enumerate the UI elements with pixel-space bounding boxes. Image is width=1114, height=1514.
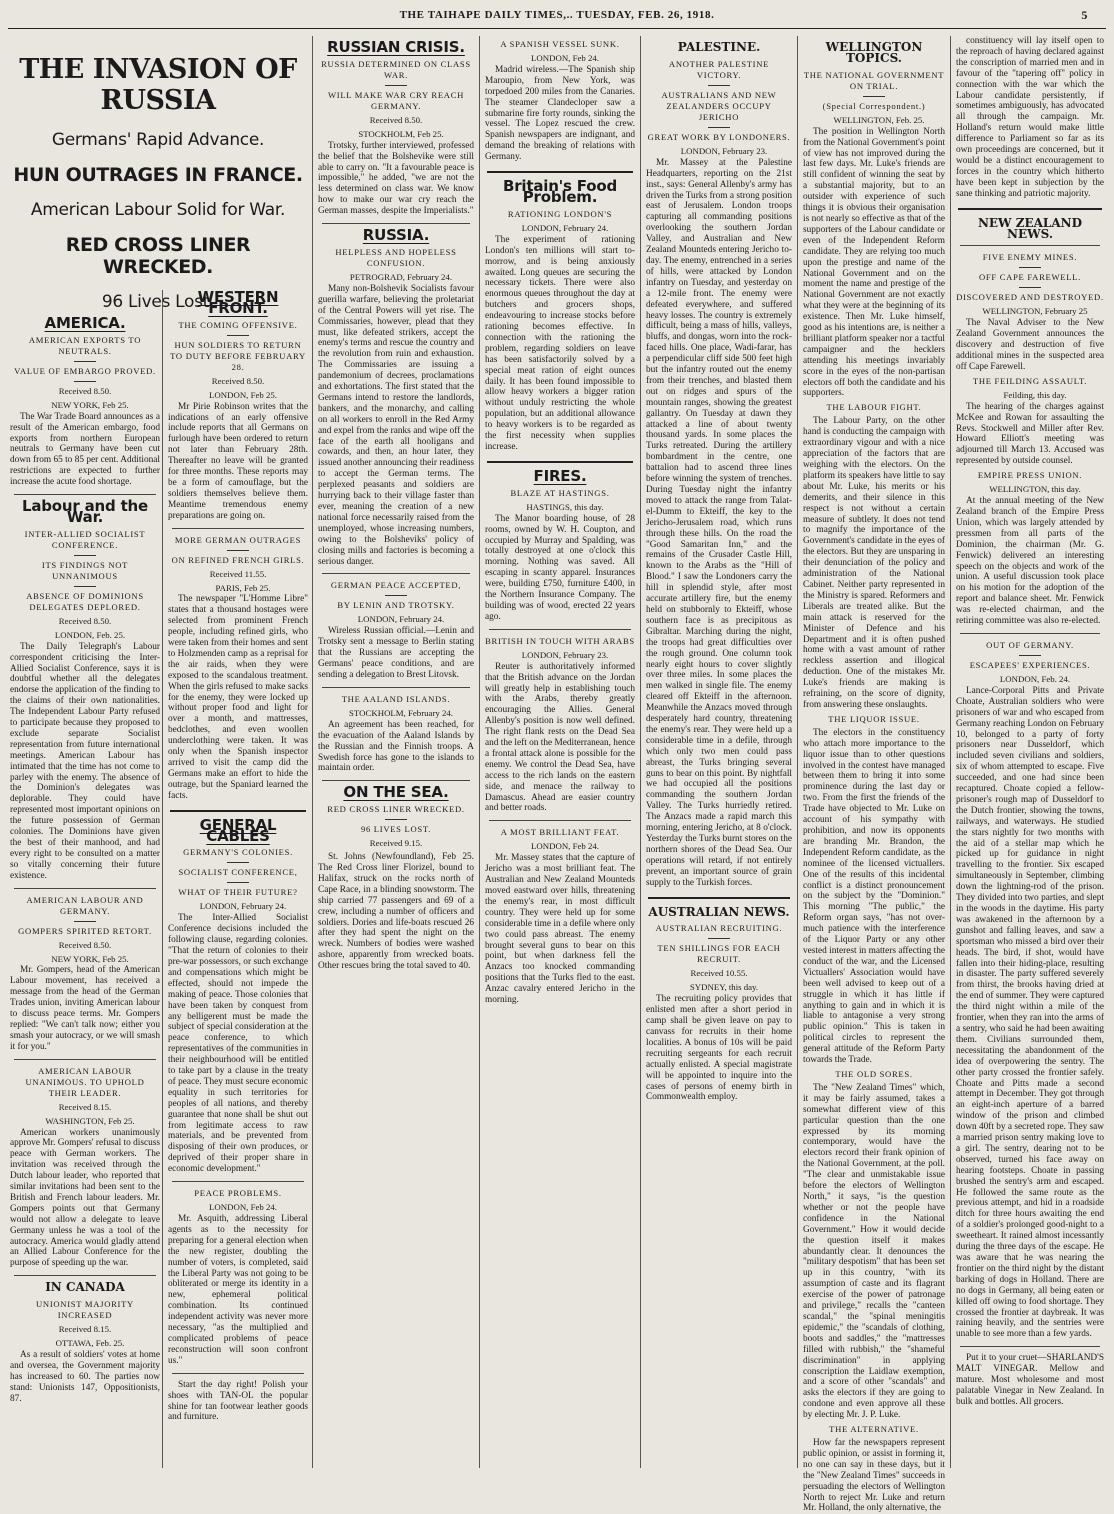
deck: ESCAPEES' EXPERIENCES. xyxy=(969,659,1091,670)
deck: GREAT WORK BY LONDONERS. xyxy=(647,131,791,142)
headline-on-the-sea: ON THE SEA. xyxy=(343,783,449,802)
column-rule xyxy=(479,36,480,1468)
dateline: LONDON, February 23. xyxy=(521,649,609,660)
article-body: The Inter-Allied Socialist Conference decisions included the following clause, regarding colonies. "That the return of colonies to their pre-war possessors, or such exchange and compensations which might be effected, should not impede the making of peace. Those colonies that have been taken by conquest from any belligerent must be made the subject of special consideration at the peace conference, to which representatives of the communities in their neighbourhood will be entitled to take part by a clause in the treaty of peace. They must secure economic equality in such territories for peoples of all nations, and thereby guarantee that none shall be shut out from legitimate access to raw materials, and be prevented from disposing of their own produces, or deprived of their proper share in economic development." xyxy=(168,913,308,1175)
deck: GERMANY'S COLONIES. xyxy=(183,847,293,858)
received-time: Received 8.50. xyxy=(58,615,112,626)
dateline: LONDON, February 24. xyxy=(199,901,287,912)
deck: PEACE PROBLEMS. xyxy=(194,1188,282,1199)
dateline: SYDNEY, this day. xyxy=(689,982,759,993)
headline-russia: RUSSIA. xyxy=(362,226,430,245)
deck: AUSTRALIANS AND NEW ZEALANDERS OCCUPY JERICHO xyxy=(661,89,777,122)
dateline: LONDON, February 24. xyxy=(521,222,609,233)
headline-fires: FIRES. xyxy=(533,466,587,485)
deck: HELPLESS AND HOPELESS CONFUSION. xyxy=(335,246,457,268)
column-3 xyxy=(318,36,474,1466)
deck: GERMAN PEACE ACCEPTED, xyxy=(330,580,462,591)
deck: ITS FINDINGS NOT UNNANIMOUS xyxy=(41,559,129,581)
dateline: LONDON, Feb. 25. xyxy=(54,629,126,640)
deck: OFF CAPE FAREWELL. xyxy=(979,272,1081,283)
article-body: Many non-Bolshevik Socialists favour guerilla warfare, believing the proletariat of the Central Powers will yet rise. The Commissaries, however, plead that they must, like defeated strikers, accept the enemy's terms and rescue the country and the revolution from ruin and exhaustion. The Commissaries are issuing a pandemonium of decrees, proclamations and exhortations. The first stated that the Germans intend to restore the landlords, bankers, and the monarchy, and calling on all workers to enroll in the Red Army and expel from the ranks and wipe off the face of the earth all hooligans and cowards, and then, an hour later, they issued another announcing their readiness to accept the German terms. The perplexed peasants and soldiers are hurrying back to their village faster than ever, meaning the creation of a new national force necessarily raised from the unemployed, whose increasing numbers, owing to the Bolsheviks' policy of closing mills and factories is becoming a serious danger. xyxy=(318,283,474,567)
deck: THE NATIONAL GOVERNMENT ON TRIAL. xyxy=(803,69,945,91)
deck: 96 LIVES LOST. xyxy=(360,824,432,835)
deck: BLAZE AT HASTINGS. xyxy=(510,487,610,498)
dateline: HASTINGS, this day. xyxy=(526,501,604,512)
received-time: Received 10.55. xyxy=(690,968,748,979)
subheadline: 96 Lives Lost. xyxy=(101,292,215,312)
column-2 xyxy=(168,286,308,1466)
deck: OUT OF GERMANY. xyxy=(986,639,1074,650)
article-body: The Labour Party, on the other hand is conducting the campaign with extraordinary vigour and with a nice appreciation of the factors that are weighing with the electors. On the platform its speakers have little to say about Mr. Luke, his merits or his demerits, and their silence in this respect is not without a certain measure of subtlety. It does not tend to magnify the importance of the Government's candidate in the eyes of the electors. But they are unsparing in their denunciation of the policy and administration of the National Cabinet. Neither party represented in the Ministry is spared. Reformers and Liberals are treated alike. But the main attack is reserved for the Minister of Defence and his Department and it is often pushed home with a vast amount of rather reckless assertion and illogical deduction. One of the mistakes Mr. Luke's friends are making is refraining, on the score of dignity, from answering these onslaughts. xyxy=(803,416,945,710)
article-body: The recruiting policy provides that enlisted men after a short period in camp shall be given leave on pay to canvass for recruits in their home localities. A bonus of 10s will be paid recruiting sergeants for each recruit actually enlisted. A special magistrate will be appointed to inquire into the cases of persons of enemy birth in Commonwealth employ. xyxy=(646,994,792,1103)
headline-western-front: WESTERN FRONT. xyxy=(197,288,279,317)
article-body: Mr. Massey states that the capture of Jericho was a most brilliant feat. The Australian and New Zealand Mounteds moved eastward over hills, threatening the enemy's rear, in most difficult country. They were held up for some considerable time in a defile where only two could pass abreast. The enemy brought several guns to bear on this point, but when darkness fell the Anzacs too knocked commanding positions that the Turks fled to the east. Anzac cavalry entered Jericho in the morning. xyxy=(485,853,635,1006)
deck: GOMPERS SPIRITED RETORT. xyxy=(18,925,152,936)
headline-australian-news: AUSTRALIAN NEWS. xyxy=(648,904,790,919)
deck: A SPANISH VESSEL SUNK. xyxy=(500,39,620,49)
deck: AMERICAN EXPORTS TO NEUTRALS. xyxy=(28,334,142,356)
headline-nz-news: NEW ZEALAND NEWS. xyxy=(977,215,1083,241)
column-4 xyxy=(485,36,635,1466)
subheadline: HUN OUTRAGES IN FRANCE. xyxy=(13,164,303,186)
deck: A MOST BRILLIANT FEAT. xyxy=(500,827,620,838)
dateline: Feilding, this day. xyxy=(1003,389,1067,400)
dateline: WASHINGTON, Feb 25. xyxy=(45,1115,135,1126)
dateline: LONDON, Feb 25. xyxy=(209,389,277,400)
article-body: The electors in the constituency who attach more importance to the liquor issue than to other questions involved in the contest have managed between them to bring it into some prominence during the last day or two. From the first the friends of the Trade have objected to Mr. Luke on account of his sympathy with prohibition, and now its opponents are branding Mr. Brandon, the Independent Reform candidate, as the nominee of the licensed victuallers. One of the results of this incidental conflict is a distinct pronouncement on the subject by the "Dominion." This morning "The public," the Reform organ says, "has not over-much patience with the interference of the Liquor Party or any other vested interest in matters affecting the conduct of the war, and the Licensed Victuallers' Association would have been well advised to keep out of a struggle in which it has little if anything to gain and in which it is liable to antagonise a very strong public opinion." This is taken in political circles to represent the general attitude of the Reform Party towards the Trade. xyxy=(803,727,945,1066)
deck: AUSTRALIAN RECRUITING. xyxy=(655,923,783,934)
deck: WHAT OF THEIR FUTURE? xyxy=(178,887,298,898)
subhead: THE LIQUOR ISSUE. xyxy=(828,713,920,724)
headline-canada: IN CANADA xyxy=(45,1280,125,1295)
article-body: How far the newspapers represent public opinion, or assist in forming it, no one can say in these days, but it the "New Zealand Times" succeeds in persuading the electors of Wellington North to reject Mr. Luke and return Mr. Holland, the only alternative, the xyxy=(803,1438,945,1514)
deck: DISCOVERED AND DESTROYED. xyxy=(956,292,1104,303)
deck: INTER-ALLIED SOCIALIST CONFERENCE. xyxy=(24,528,146,550)
received-time: Received 8.50. xyxy=(211,375,265,386)
deck: THE FEILDING ASSAULT. xyxy=(972,375,1088,386)
deck: ANOTHER PALESTINE VICTORY. xyxy=(668,58,770,80)
headline-russian-crisis: RUSSIAN CRISIS. xyxy=(327,38,465,56)
article-body: The hearing of the charges against McKee and Rowan for assaulting the Revs. Stockwell and Miller after Rev. Howard Elliott's meeting was adjourned till March 13. Accused was represented by outside counsel. xyxy=(956,401,1104,467)
deck: UNIONIST MAJORITY INCREASED xyxy=(36,1299,134,1321)
advertisement: Put it to your cruet—SHARLAND'S MALT VINEGAR. Mellow and mature. Most wholesome and most palatable Vinegar in New Zealand. In bulk and bottles. All grocers. xyxy=(956,1353,1104,1407)
dateline: LONDON, Feb 24. xyxy=(531,53,599,63)
dateline: LONDON, February 24. xyxy=(357,614,445,625)
deck: ON REFINED FRENCH GIRLS. xyxy=(171,554,305,565)
deck: ABSENCE OF DOMINIONS DELEGATES DEPLORED. xyxy=(26,590,144,612)
column-6 xyxy=(803,36,945,1514)
page-number: 5 xyxy=(1081,8,1088,22)
received-time: Received 8.15. xyxy=(58,1324,112,1335)
main-headline: THE INVASION OF RUSSIA xyxy=(19,54,297,116)
dateline: WELLINGTON, Feb. 25. xyxy=(833,114,925,125)
column-rule xyxy=(312,36,313,1468)
deck: RATIONING LONDON'S xyxy=(507,208,613,219)
article-body: Lance-Corporal Pitts and Private Choate, Australian soldiers who were prisoners of war and who escaped from Germany reaching London on February 10, belonged to a party of forty prisoners near Dusseldorf, which included seven civilians and soldiers, six of whom attempted to escape. Five succeeded, and one had since been recaptured. Choate copied a fellow-prisoner's rough map of Dusseldorf to the Dutch frontier, showing the towns, railways, and waterways. He studied the stars nightly for two months with the aid of a stellar map which he picked up for guidance in night travelling to the frontier. Six escaped simultaneously in September, climbing down the lightning-rod of the prison. They divided into two parties, and slept in the woods in the daytime. His party was awakened in the afternoon by a gunshot and falling leaves, and saw a sportsman who missed a bird over their heads. The bird, if shot, would have fallen into their hiding-place, resulting in disaster. The party suffered severely from thirst, the brooks having dried at the end of summer. They were captured the third night within a mile of the frontier, when they ran into the arms of a sentry, who said he had been awaiting them. Civilians surrounded them, necessitating the abandonment of the idea of overpowering the sentry. The other party crossed the frontier safely. Choate and Pitts made a second attempt in December. They got through an eight-inch aperture of a barred window of the prison and climbed down 40ft by a secreted rope. They saw a married prison sentry making love to a girl. The sentry, dearing not to be observed, turned his face away on hearing footsteps. Choate in passing brushed the sentry's arm and escaped. He followed the same route as the previous attempt, and hid in a roadside ditch for three hours awaiting the end of a soldier's prolonged good-night to a sweetheart. It rained almost incessantly during the three days of the escape. He was aware that he was nearing the frontier on the third night by the distant barking of dogs in Holland. There are no dogs in Germany, all being eaten or killed off owing to food shortage. They crossed the frontier at daybreak. It was raining heavily, and the sentries were unable to see more than a few yards. xyxy=(956,685,1105,1340)
article-body: The War Trade Board announces as a result of the American embargo, food exports from northern European neutrals to Germany have been cut down from 65 to 85 per cent. Additional restrictions are expected to further increase the acute food shortage. xyxy=(10,411,160,488)
deck: AMERICAN LABOUR AND GERMANY. xyxy=(26,894,144,916)
column-5 xyxy=(646,36,792,1466)
dateline: PARIS, Feb 25. xyxy=(215,582,271,593)
deck: RUSSIA DETERMINED ON CLASS WAR. xyxy=(321,58,471,80)
dateline: LONDON, Feb 24. xyxy=(531,841,599,852)
dateline: PETROGRAD, February 24. xyxy=(349,271,453,282)
dateline: LONDON, February 23. xyxy=(680,145,768,156)
received-time: Received 8.15. xyxy=(58,1101,112,1112)
column-7 xyxy=(956,36,1104,1466)
article-body: American workers unanimously approve Mr. Gompers' refusal to discuss peace with German workers. The invitation was received through the Dutch labour leader, who reported that similar invitations had been sent to the British and French labour leaders. Mr. Gompers points out that Germany would not allow a delegate to leave Germany unless he was a tool of the autocracy. America would gladly attend an Allied Labour Conference for the purpose of speeding up the war. xyxy=(10,1127,160,1269)
headline-labour: Labour and the War. xyxy=(21,497,148,526)
deck: EMPIRE PRESS UNION. xyxy=(977,470,1083,481)
subhead: THE ALTERNATIVE. xyxy=(829,1424,919,1435)
dateline: STOCKHOLM, Feb 25. xyxy=(358,128,444,139)
article-body: St. Johns (Newfoundland), Feb 25. The Red Cross liner Florizel, bound to Halifax, struck on the rocks north of Cape Race, in a blinding snowstorm. The ship carried 77 passengers and 69 of a crew, including a number of officers and soldiers. Dories and life-boats rescued 26 after they had spent the night on the wreck. Numbers of bodies were washed ashore, apparently from wrecked boats. Other rescues bring the total saved to 40. xyxy=(318,852,474,972)
dateline: LONDON, Feb. 24. xyxy=(999,673,1071,684)
column-rule xyxy=(162,290,163,1468)
deck: TEN SHILLINGS FOR EACH RECRUIT. xyxy=(657,943,781,965)
headline-palestine: PALESTINE. xyxy=(677,40,761,54)
masthead-rule xyxy=(8,28,1106,29)
article-body: The newspaper "L'Homme Libre" states that a thousand hostages were selected from prominent French people, including refined girls, who were taken from their homes and sent to Holzmenden camp as a reprisal for the air raids, when they were exposed to the scandalous treatment. When the girls refused to make sacks for the enemy, they were locked up without proper food and light for over a month, and mattresses, bedclothes, and even woollen underclothing were taken. It was only when the Spanish inspector arrived to visit the camp did the Germans make an effort to hide the outrage, but the Spaniard learned the facts. xyxy=(168,594,308,801)
deck: VALUE OF EMBARGO PROVED. xyxy=(14,365,156,376)
deck: THE COMING OFFENSIVE. xyxy=(178,319,298,330)
subheadline: American Labour Solid for War. xyxy=(30,200,286,220)
subheadline: RED CROSS LINER WRECKED. xyxy=(65,234,251,278)
article-body: The experiment of rationing London's ten millions will start to-morrow, and is being anxiously awaited. Long queues are securing the necessary tickets. There were also enormous queues throughout the day at butchers and grocers shops, endeavouring to increase stocks before rationing becomes effective. In connection with the rationing the problem, regarding soldiers on leave has been satisfactorily solved by a special meat ration of eight ounces daily. It has been found impossible to allow heavy workers a bigger ration without unduly restricting the whole population, but an additional allowance to heavy workers is to be regarded as the first necessity when supplies increase. xyxy=(485,234,635,452)
deck: AMERICAN LABOUR UNANIMOUS. TO UPHOLD THEIR LEADER. xyxy=(25,1065,145,1098)
masthead-title: THE TAIHAPE DAILY TIMES,.. TUESDAY, FEB. 26, 1918. xyxy=(399,9,715,21)
received-time: Received 11.55. xyxy=(209,568,267,579)
dateline: NEW YORK, Feb 25. xyxy=(51,953,129,964)
article-body: As a result of soldiers' votes at home and oversea, the Government majority has increased to 60. The parties now stand: Unionists 147, Oppositionists, 87. xyxy=(10,1350,160,1404)
article-body: The position in Wellington North from the National Government's point of view has not improved during the last few days. Mr. Luke's friends are still confident of winning the seat by a substantial majority, but to an outsider with experience of such things it is obvious their organisation is not nearly so effective as that of the supporters of the Labour candidate or even of the Independent Reform candidate. They are relying too much upon the prestige and name of the National Government and on the moment the name and prestige of the National Government are not exactly what they were at the beginning of its existence. Then Mr. Luke himself, good as his intentions are, is neither a brilliant platform speaker nor a tactful campaigner and the hecklers attending his meetings invariably score in the eyes of the non-partisan electors off both the candidate and his supporters. xyxy=(803,126,945,399)
article-body: An agreement has been reached, for the evacuation of the Aaland Islands by the Russian and the Finnish troops. A Swedish force has gone to the islands to maintain order. xyxy=(318,719,474,774)
received-time: Received 8.50. xyxy=(58,385,112,396)
received-time: Received 8.50. xyxy=(58,939,112,950)
article-body: Mr. Asquith, addressing Liberal agents as to the necessity for preparing for a general election when the new register, doubling the number of voters, is completed, said the Liberal Party was not going to be obliterated or merge its identity in a new, ephemeral political combination. Its continued independent activity was never more necessary, "as the multiplied and complicated problems of peace reconstruction will soon confront us." xyxy=(168,1214,308,1366)
subheadline: Germans' Rapid Advance. xyxy=(51,130,265,150)
masthead xyxy=(0,0,1114,30)
subhead: THE LABOUR FIGHT. xyxy=(826,402,922,413)
received-time: Received 8.50. xyxy=(369,114,423,125)
column-rule xyxy=(797,36,798,1468)
article-body: Mr. Massey at the Palestine Headquarters, reporting on the 21st inst., says: General Allenby's army has driven the Turks from a strong position east of Jerusalem. London troops capturing all commanding positions overlooking the southern Jordan Valley, and Australian and New Zealand Mounteds entering Jericho to-day. The enemy, entrenched in a series of hills, were attacked by London infantry on Tuesday, and yesterday on a 12-mile front. The enemy were defeated everywhere, and suffered heavy losses. The country is extremely difficult, being a mass of hills, valleys, bluffs, and dongas, worn into the rock-faced hills. One place, Wadi-farar, has a perpendicular cliff side 500 feet high but the infantry routed out the enemy from their trenches, and blasted them out on ridges and spurs of the mountain ranges, showing the greatest gallantry. On Tuesday at dawn they attacked a line of about twenty thousand yards. In some places the Turks retreated. During the artillery bombardment in the centre, one battalion had to ascend three lines before winning the system of trenches. During Tuesday night the infantry moved to attack the range from Talat-el-Dumm to Ekteiff, the key to the Jericho-Jerusalem road, which runs through these hills. On the road the "Good Samaritan Inn," and the remains of the Crusader Castle Hill, known to the Arabs as the "Hill of Blood." I saw the Londoners carry the hill in splendid style, after most accurate artillery fire, but the enemy held on stubbornly to Ekteiff, whose southern face is as precipitous as Gibraltar. Marching during the night, the troops had great difficulties over the rough ground. One column took nearly eight hours to cover slightly over three miles. In some places the men walked in single file. The enemy cleared off Ekteiff in the afternoon. Meanwhile the Anzacs moved through desperately hard country, threatening the enemy's rear. They were held up a considerable time in a defile, through which only two men could pass abreast, the Turks bringing several guns to bear on this point. By nightfall we had occupied all the positions commanding the southern Jordan Valley. The Turks hurriedly retired. The Anzacs made a rapid march this morning, entering Jericho, at 8 o'clock. Yesterday the Turks burnt stores on the northern shores of the Dead Sea. Our operations will retard, if not entirely prevent, an important source of grain supply to the Turkish forces. xyxy=(646,157,792,888)
deck: WILL MAKE WAR CRY REACH GERMANY. xyxy=(327,89,465,111)
deck: BRITISH IN TOUCH WITH ARABS xyxy=(485,635,635,646)
deck: BY LENIN AND TROTSKY. xyxy=(337,600,455,611)
article-body: Wireless Russian official.—Lenin and Trotsky sent a message to Berlin stating that the Russians are accepting the Germans' peace conditions, and are sending a delegation to Brest Litovsk. xyxy=(318,626,474,680)
dateline: WELLINGTON, this day. xyxy=(989,484,1081,495)
subhead: THE OLD SORES. xyxy=(835,1068,913,1079)
article-body: constituency will lay itself open to the reproach of having declared against the conscription of married men and in favour of the "tapering off" policy in connection with the war which the Labour candidate persistently, if sometimes ambiguously, has advocated all through the campaign. Mr. Holland's return would make little difference to Parliament so far as its own proceedings are concerned, but it would be a distinct encouragement to forces in the country which hitherto have been kept in subjection by the sane thinking and patriotic majority. xyxy=(956,36,1104,199)
headline-america: AMERICA. xyxy=(44,314,126,332)
deck: MORE GERMAN OUTRAGES xyxy=(174,534,302,545)
article-body: At the annual meeting of the New Zealand branch of the Empire Press Union, which was largely attended by pressmen from all parts of the Dominion, the chairman (Mr. G. Fenwick) delivered an interesting speech on the objects and work of the union. A useful discussion took place on his motion for the adoption of the report and balance sheet. Mr. Fenwick was re-elected chairman, and the retiring committee was also re-elected. xyxy=(956,496,1104,627)
article-body: The "New Zealand Times" which, it may be fairly assumed, takes a somewhat different view of this particular question than the one expressed by its morning contemporary, would have the electors record their frank opinion of the National Government, at the poll. "The clear and unmistakable issue before the electors of Wellington North," it says, "is the question whether or not the people have confidence in the National Government." How it would decide the question itself it makes abundantly clear. It denounces the "military despotism" that has been set up in this country, "with its assumption of caste and its flagrant exercise of the power of patronage and privilege," recalls the "canteen scandal," the "spinal meningitis epidemic," the "scandals of clothing, boots and saddles," the "mattresses filled with rubbish," the "shameful discrimination" in applying conscription the Laidlaw exemption, and a score of other "scandals" and asks the electors if they are going to condone and even approve all these by electing Mr. J. P. Luke. xyxy=(803,1082,945,1421)
article-body: Mr Pirie Robinson writes that the indications of an early offensive include reports that all Germans on furlough have been ordered to return not later than February 28th. Thereafter no leave will be granted for three months. These reports may be a form of camouflage, but the soldiers themselves believe them. Meantime tremendous enemy preparations are going on. xyxy=(168,401,308,521)
dateline: OTTAWA, Feb. 25. xyxy=(55,1338,125,1349)
deck: SOCIALIST CONFERENCE, xyxy=(178,867,298,878)
column-rule xyxy=(950,36,951,1468)
deck: THE AALAND ISLANDS. xyxy=(341,693,451,704)
advertisement: Start the day right! Polish your shoes with TAN-OL the popular shine for tan footwear leather goods and furniture. xyxy=(168,1379,308,1423)
dateline: NEW YORK, Feb 25. xyxy=(51,399,129,410)
article-body: The Naval Adviser to the New Zealand Government announces the discovery and destruction of five additional mines in the suspected area off Cape Farewell. xyxy=(956,318,1104,372)
deck: (Special Correspondent.) xyxy=(822,100,926,111)
article-body: Mr. Gompers, head of the American Labour movement, has received a message from the head of the German Trades union, inviting American labour to discuss peace terms. Mr. Gompers replied: "We can't talk now; either you smash your autocracy, or we will smash it for you." xyxy=(10,965,160,1052)
headline-wellington-topics: WELLINGTON TOPICS. xyxy=(825,40,923,65)
article-body: Madrid wireless.—The Spanish ship Maroupio, from New York, was torpedoed 200 miles from the Canaries. The steamer Clandecloper saw a submarine fire forty rounds, sinking the vessel. The Lopez rescued the crew. Spanish newspapers are indignant, and demand the breaking of relations with Germany. xyxy=(485,64,635,163)
headline-general-cables: GENERAL CABLES xyxy=(199,815,277,845)
article-body: Trotsky, further interviewed, professed the belief that the Bolshevike were still able to carry on. "It a favourable peace is impossible," he added, "we are not the less determined on class war. We know how to make our war cry reach the German masses, despite the Imperialists." xyxy=(318,140,474,217)
deck: FIVE ENEMY MINES. xyxy=(982,252,1078,263)
dateline: LONDON, Feb 24. xyxy=(209,1202,277,1213)
dateline: WELLINGTON, February 25 xyxy=(982,306,1088,317)
article-body: The Manor boarding house, of 28 rooms, owned by W. H. Coupton, and occupied by Murray and Spalding, was totally destroyed at one o'clock this morning. Nothing was saved. All escaping in scanty apparel. Insurances were, building £750, furniture £400, in the Northern Insurance Company. The building was of wood, erected 22 years ago. xyxy=(485,513,635,622)
article-body: The Daily Telegraph's Labour correspondent criticising the Inter-Allied Socialist Conference, says it is doubtful whether all the delegates endorse the application of the finding to the claims of their own nationalities. The Independent Labour Party refused to participate because they proposed to exclude separate Socialist representation from future international meetings. American Labour has intimated that the time has not come to parley with the enemy. The absence of the Dominion's delegates was deplorable. They could have represented most important opinions on the future possession of German colonies. The Dominions have given the best of their manhood, and had every right to be consulted on a matter so vitally concerning their future existence. xyxy=(10,641,160,881)
deck: HUN SOLDIERS TO RETURN TO DUTY BEFORE FEBRUARY 28. xyxy=(170,339,306,372)
headline-food-problem: Britain's Food Problem. xyxy=(502,177,617,206)
received-time: Received 9.15. xyxy=(369,838,423,849)
column-rule xyxy=(640,36,641,1468)
dateline: STOCKHOLM, February 24. xyxy=(349,707,453,718)
deck: RED CROSS LINER WRECKED. xyxy=(327,804,465,815)
article-body: Reuter is authoritatively informed that the British advance on the Jordan will greatly help in establishing touch with the Arabs, thereby greatly encouraging the Allies. General Allenby's position is now well defined. The right flank rests on the Dead Sea and the left on the Mediterranean, hence a frontal attack alone is possible for the enemy. We control the Dead Sea, have access to the rich lands on the eastern side, and menace the railway to Damascus. Ahead are easier country and better roads. xyxy=(485,661,635,814)
